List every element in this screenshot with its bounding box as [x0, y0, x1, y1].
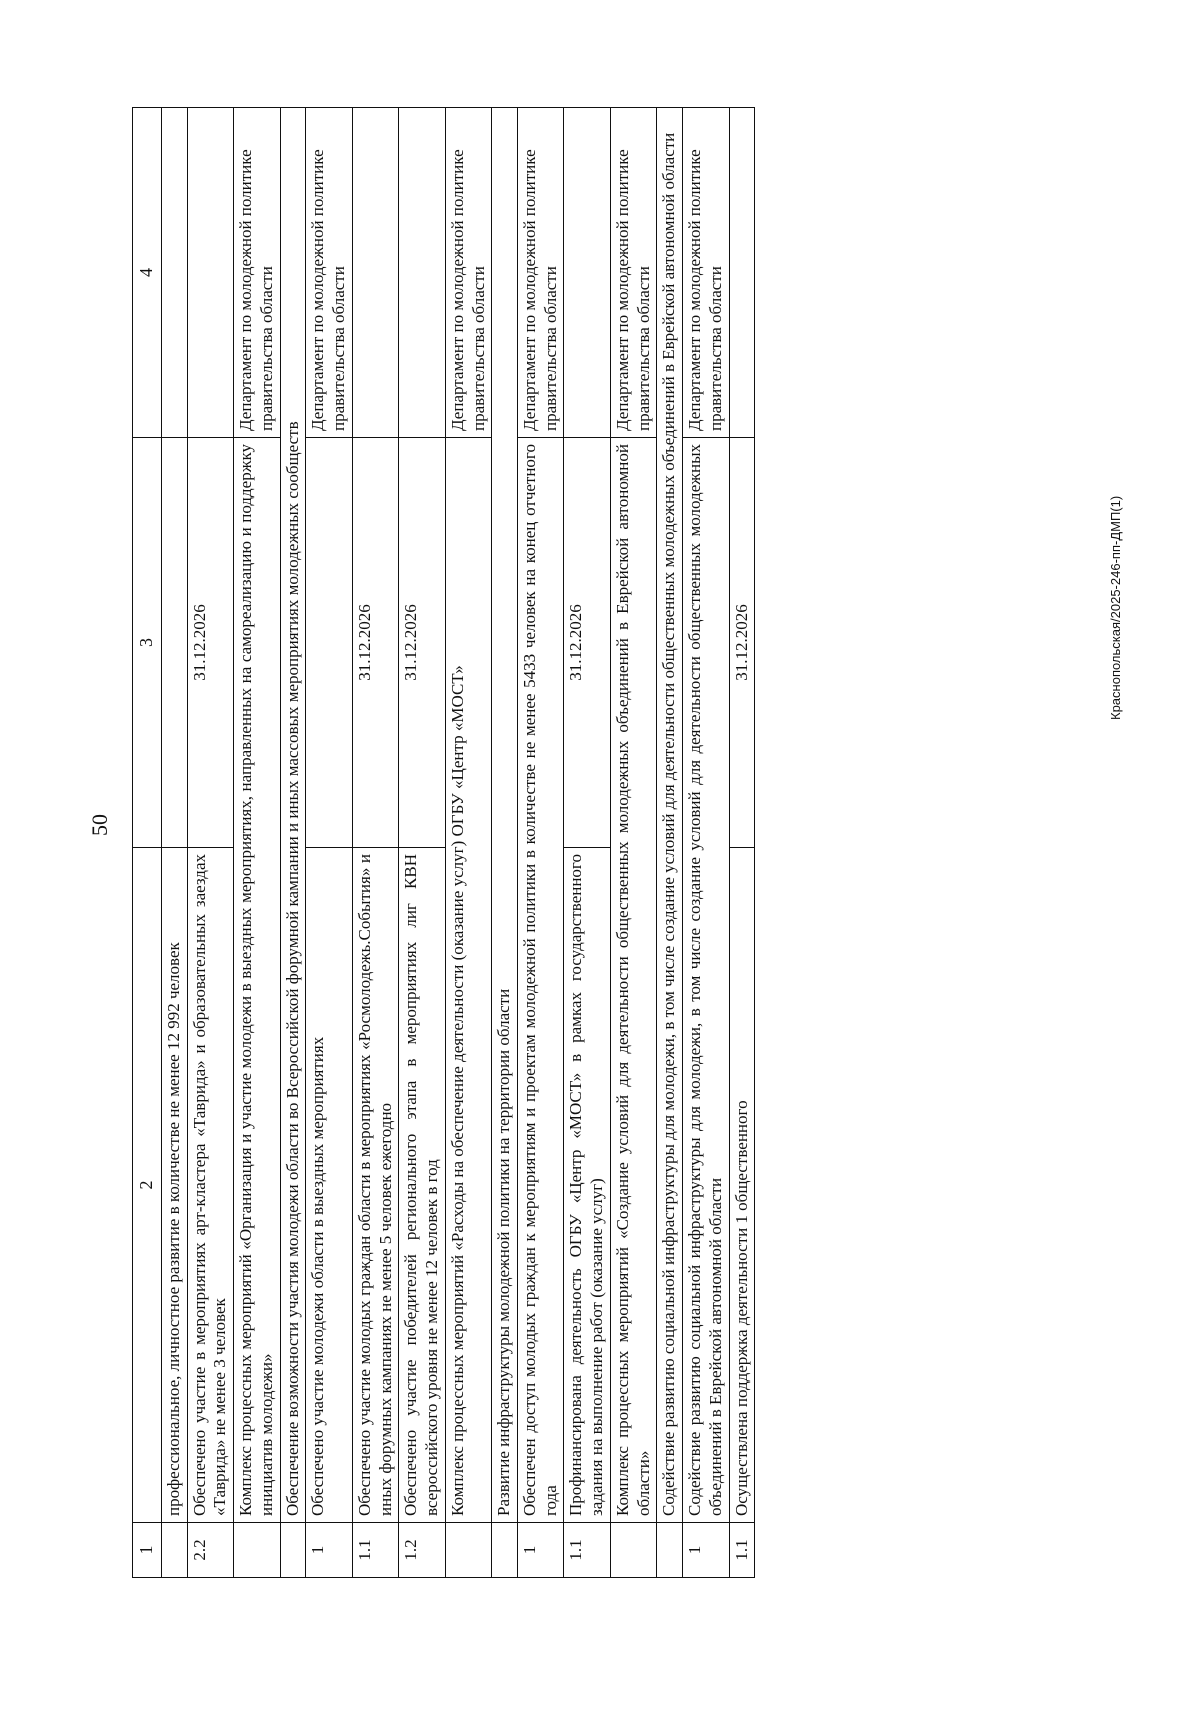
table-row [445, 108, 491, 1578]
table-row [683, 108, 729, 1578]
document-table-area [132, 108, 1032, 1578]
table-row [657, 108, 683, 1578]
responsible-cell [399, 108, 445, 438]
row-number-cell: 1.1 [352, 1523, 398, 1578]
row-number-cell: 1.1 [564, 1523, 610, 1578]
deadline-cell [161, 438, 187, 848]
responsible-cell [187, 108, 233, 438]
table-row [399, 108, 445, 1578]
table-row [161, 108, 187, 1578]
responsible-cell: Департамент по молодежной политике правительства области [445, 108, 491, 438]
description-cell: Обеспечено участие в мероприятиях арт-кластера «Таврида» и образовательных заездах «Таврида» не менее 3 человек [187, 848, 233, 1523]
deadline-cell: 31.12.2026 [352, 438, 398, 848]
deadline-cell [306, 438, 352, 848]
responsible-cell: Департамент по молодежной политике правительства области [683, 108, 729, 438]
table-row [492, 108, 518, 1578]
table-row [564, 108, 610, 1578]
header-col-4: 4 [133, 108, 162, 438]
responsible-cell: Департамент по молодежной политике правительства области [610, 108, 656, 438]
responsible-cell: Департамент по молодежной политике правительства области [234, 108, 280, 438]
table-body [161, 108, 754, 1578]
footer-filename: Краснопольская/2025-246-пп-ДМП(1) [1108, 495, 1123, 720]
table-row [280, 108, 306, 1578]
responsible-cell [564, 108, 610, 438]
deadline-cell: 31.12.2026 [729, 438, 755, 848]
row-number-cell [657, 1523, 683, 1578]
responsible-cell: Департамент по молодежной политике правительства области [517, 108, 563, 438]
row-number-cell: 1 [683, 1523, 729, 1578]
page-number: 50 [87, 814, 112, 836]
description-cell: Содействие развитию социальной инфраструктуры для молодежи, в том числе создание условий для деятельности общественных молодежных объединений в Еврейской автономной области [683, 438, 729, 1523]
description-cell: Комплекс процессных мероприятий «Создание условий для деятельности общественных молодежных объединений в Еврейской автономной области» [610, 438, 656, 1523]
row-number-cell: 1 [517, 1523, 563, 1578]
row-number-cell [610, 1523, 656, 1578]
row-number-cell: 1.1 [729, 1523, 755, 1578]
table-row [352, 108, 398, 1578]
plan-table [132, 107, 755, 1578]
description-cell: Обеспечено участие молодых граждан области в мероприятиях «Росмолодежь.События» и иных форумных кампаниях не менее 5 человек ежегодно [352, 848, 398, 1523]
header-col-2: 2 [133, 848, 162, 1523]
table-header-row [133, 108, 162, 1578]
row-number-cell [161, 1523, 187, 1578]
description-cell: Профинансирована деятельность ОГБУ «Центр «МОСТ» в рамках государственного задания на выполнение работ (оказание услуг) [564, 848, 610, 1523]
table-row [306, 108, 352, 1578]
table-row [610, 108, 656, 1578]
row-number-cell [234, 1523, 280, 1578]
row-number-cell: 1.2 [399, 1523, 445, 1578]
section-heading-cell: Обеспечение возможности участия молодежи области во Всероссийской форумной кампании и иных массовых мероприятиях молодежных сообществ [280, 108, 306, 1523]
table-row [234, 108, 280, 1578]
table-row [729, 108, 755, 1578]
description-cell: Комплекс процессных мероприятий «Расходы на обеспечение деятельности (оказание услуг) ОГБУ «Центр «МОСТ» [445, 438, 491, 1523]
section-heading-cell: Развитие инфраструктуры молодежной политики на территории области [492, 108, 518, 1523]
responsible-cell [352, 108, 398, 438]
responsible-cell [161, 108, 187, 438]
deadline-cell: 31.12.2026 [399, 438, 445, 848]
header-col-3: 3 [133, 438, 162, 848]
row-number-cell [445, 1523, 491, 1578]
description-cell: Обеспечен доступ молодых граждан к мероприятиям и проектам молодежной политики в количестве не менее 5433 человек на конец отчетного года [517, 438, 563, 1523]
description-cell: Осуществлена поддержка деятельности 1 общественного [729, 848, 755, 1523]
row-number-cell [280, 1523, 306, 1578]
responsible-cell [729, 108, 755, 438]
description-cell: профессиональное, личностное развитие в количестве не менее 12 992 человек [161, 848, 187, 1523]
deadline-cell: 31.12.2026 [187, 438, 233, 848]
description-cell: Обеспечено участие молодежи области в выездных мероприятиях [306, 848, 352, 1523]
description-cell: Обеспечено участие победителей регионального этапа в мероприятиях лиг КВН всероссийского уровня не менее 12 человек в год [399, 848, 445, 1523]
row-number-cell [492, 1523, 518, 1578]
footer-filename-area [1108, 200, 1130, 720]
header-col-1: 1 [133, 1523, 162, 1578]
table-row [517, 108, 563, 1578]
row-number-cell: 1 [306, 1523, 352, 1578]
table-row [187, 108, 233, 1578]
section-heading-cell: Содействие развитию социальной инфраструктуры для молодежи, в том числе создание условий для деятельности общественных молодежных объединений в Еврейской автономной области [657, 108, 683, 1523]
responsible-cell: Департамент по молодежной политике правительства области [306, 108, 352, 438]
description-cell: Комплекс процессных мероприятий «Организация и участие молодежи в выездных мероприятиях, направленных на самореализацию и поддержку инициатив молодежи» [234, 438, 280, 1523]
row-number-cell: 2.2 [187, 1523, 233, 1578]
deadline-cell: 31.12.2026 [564, 438, 610, 848]
